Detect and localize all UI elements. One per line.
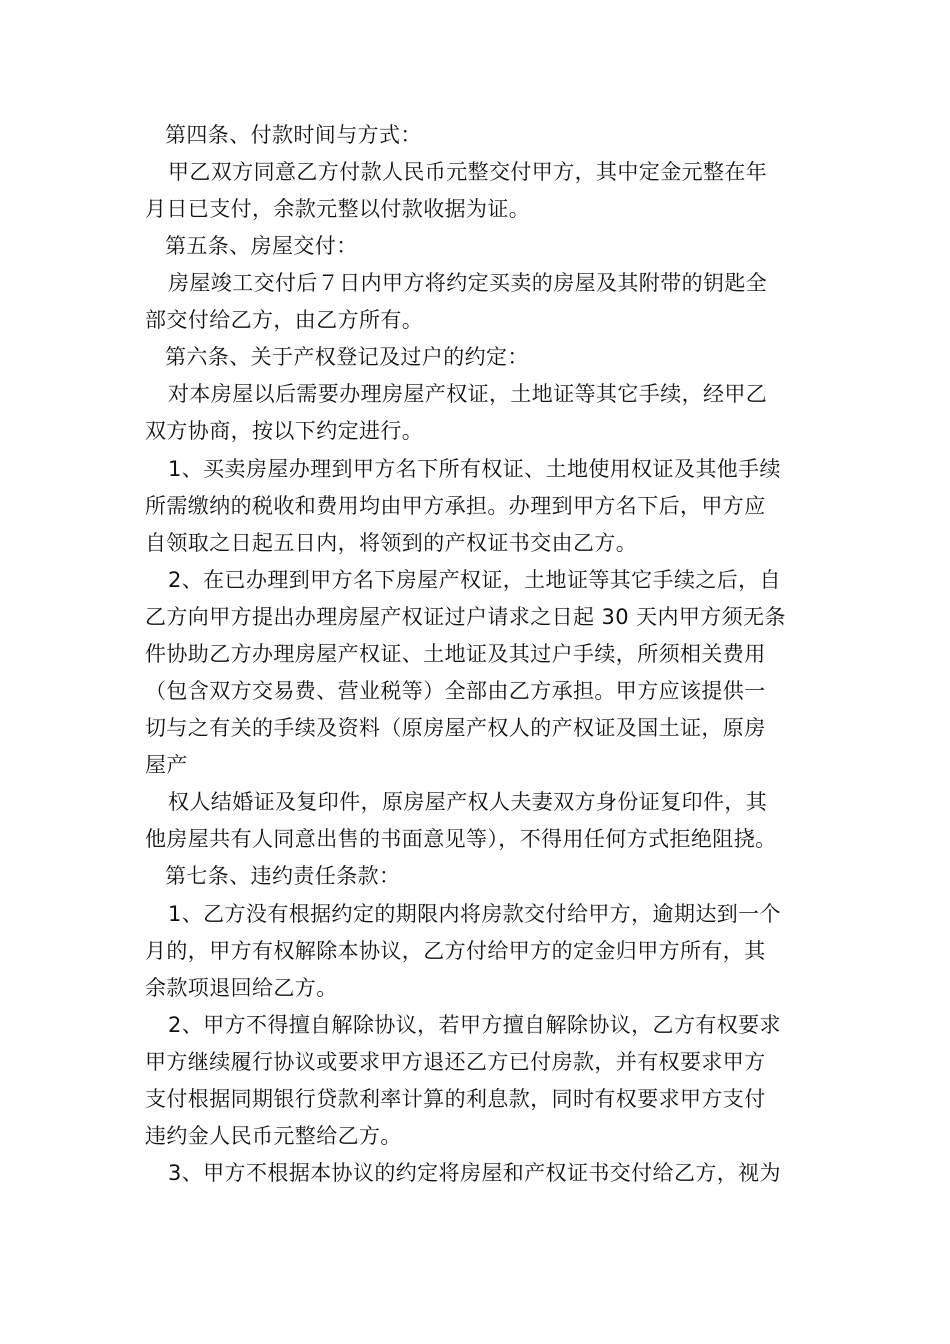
paragraph-line: 双方协商，按以下约定进行。 [145, 419, 424, 443]
paragraph-line: 违约金人民币元整给乙方。 [145, 1124, 402, 1148]
paragraph-line: 月的，甲方有权解除本协议，乙方付给甲方的定金归甲方所有，其 [145, 939, 766, 963]
heading-article-6: 第六条、关于产权登记及过户的约定： [165, 345, 529, 369]
paragraph-line: 房屋竣工交付后７日内甲方将约定买卖的房屋及其附带的钥匙全 [168, 271, 768, 295]
paragraph-line: 乙方向甲方提出办理房屋产权证过户请求之日起 30 天内甲方须无条 [145, 605, 786, 629]
paragraph-line: 1、买卖房屋办理到甲方名下所有权证、土地使用权证及其他手续 [168, 457, 781, 481]
paragraph-line: 对本房屋以后需要办理房屋产权证，土地证等其它手续，经甲乙 [168, 382, 768, 406]
paragraph-line: 1、乙方没有根据约定的期限内将房款交付给甲方，逾期达到一个 [168, 902, 781, 926]
paragraph-line: 屋产 [145, 753, 188, 777]
paragraph-line: 月日已支付，余款元整以付款收据为证。 [145, 197, 531, 221]
heading-article-7: 第七条、违约责任条款： [165, 864, 401, 888]
paragraph-line: 他房屋共有人同意出售的书面意见等），不得用任何方式拒绝阻挠。 [145, 827, 777, 851]
paragraph-line: （包含双方交易费、营业税等）全部由乙方承担。甲方应该提供一 [145, 679, 766, 703]
paragraph-line: 权人结婚证及复印件，原房屋产权人夫妻双方身份证复印件，其 [168, 790, 768, 814]
paragraph-line: 余款项退回给乙方。 [145, 976, 338, 1000]
paragraph-line: 所需缴纳的税收和费用均由甲方承担。办理到甲方名下后，甲方应 [145, 494, 766, 518]
paragraph-line: 2、甲方不得擅自解除协议，若甲方擅自解除协议，乙方有权要求 [168, 1013, 781, 1037]
paragraph-line: 甲方继续履行协议或要求甲方退还乙方已付房款，并有权要求甲方 [145, 1050, 766, 1074]
heading-article-5: 第五条、房屋交付： [165, 234, 358, 258]
paragraph-line: 件协助乙方办理房屋产权证、土地证及其过户手续，所须相关费用 [145, 642, 766, 666]
paragraph-line: 甲乙双方同意乙方付款人民币元整交付甲方，其中定金元整在年 [168, 160, 768, 184]
paragraph-line: 切与之有关的手续及资料（原房屋产权人的产权证及国土证，原房 [145, 716, 766, 740]
paragraph-line: 部交付给乙方，由乙方所有。 [145, 308, 424, 332]
heading-article-4: 第四条、付款时间与方式： [165, 123, 422, 147]
paragraph-line: 自领取之日起五日内，将领到的产权证书交由乙方。 [145, 531, 638, 555]
paragraph-line: 3、甲方不根据本协议的约定将房屋和产权证书交付给乙方，视为 [168, 1161, 781, 1185]
paragraph-line: 支付根据同期银行贷款利率计算的利息款，同时有权要求甲方支付 [145, 1087, 766, 1111]
paragraph-line: 2、在已办理到甲方名下房屋产权证，土地证等其它手续之后，自 [168, 568, 781, 592]
